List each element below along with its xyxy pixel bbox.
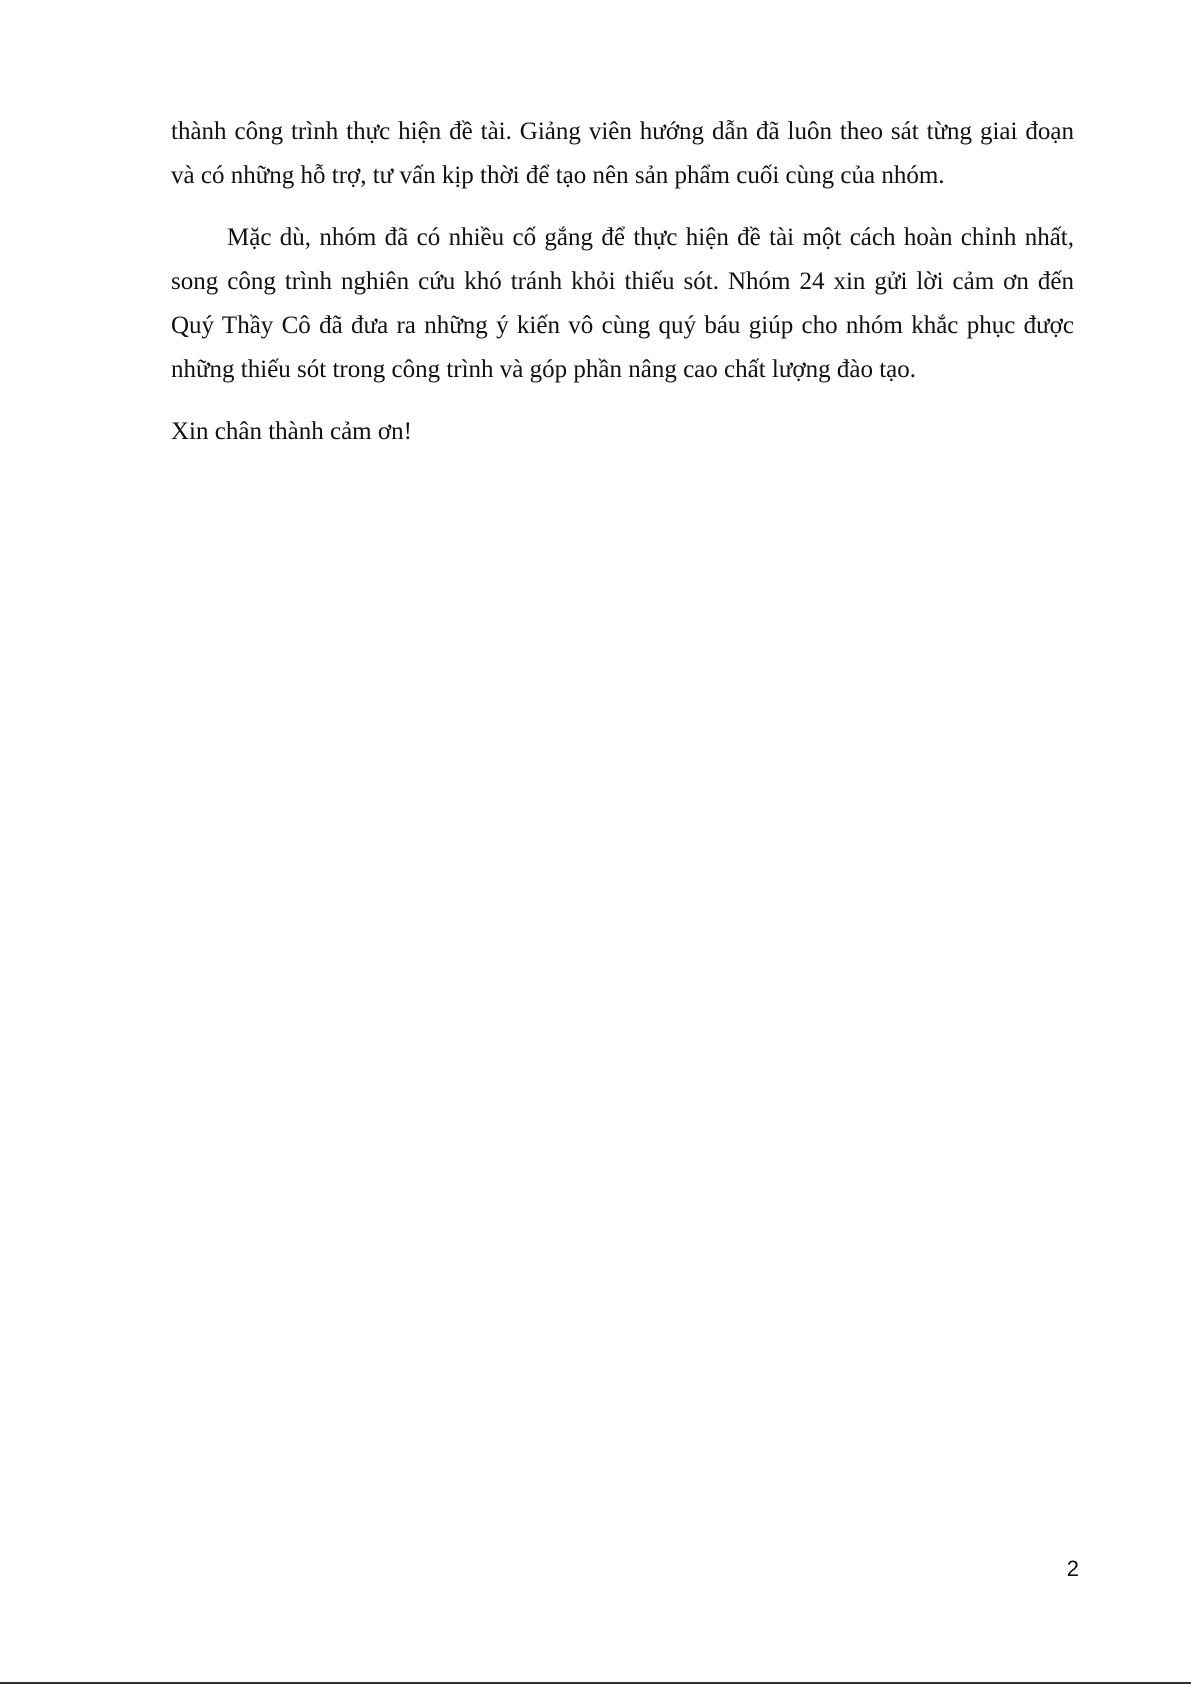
paragraph-acknowledgement: Mặc dù, nhóm đã có nhiều cố gắng để thực hiện đề tài một cách hoàn chỉnh nhất, song công trình nghiên cứu khó tránh khỏi thiếu sót. Nhóm 24 xin gửi lời cảm ơn đến Quý Thầy Cô đã đưa ra những ý kiến vô cùng quý báu giúp cho nhóm khắc phục được những thiếu sót trong công trình và góp phần nâng cao chất lượng đào tạo. bbox=[171, 224, 1074, 383]
page-number: 2 bbox=[1066, 1556, 1079, 1581]
closing-line: Xin chân thành cảm ơn! bbox=[171, 418, 412, 445]
body-text bbox=[171, 110, 1074, 454]
paragraph-continuation: thành công trình thực hiện đề tài. Giảng viên hướng dẫn đã luôn theo sát từng giai đoạn và có những hỗ trợ, tư vấn kịp thời để tạo nên sản phẩm cuối cùng của nhóm. bbox=[171, 118, 1074, 189]
page-bottom-divider bbox=[0, 1682, 1191, 1684]
